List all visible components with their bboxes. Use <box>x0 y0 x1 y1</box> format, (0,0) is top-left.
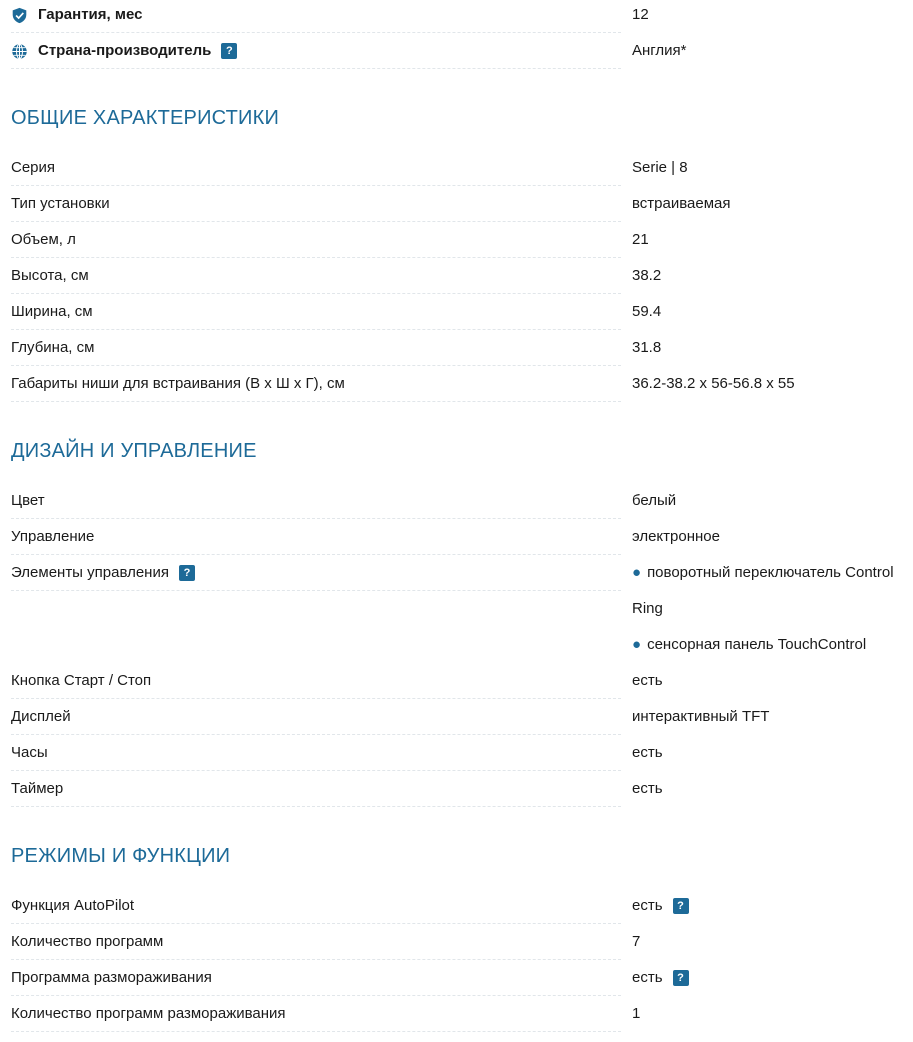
bullet-icon: ● <box>632 636 642 653</box>
spec-label: Управление <box>11 528 100 546</box>
row-divider <box>11 150 621 186</box>
section-title-design: ДИЗАЙН И УПРАВЛЕНИЕ <box>11 440 257 462</box>
spec-value: электронное <box>632 528 720 545</box>
spec-label-text: Элементы управления <box>11 564 169 581</box>
section-title-general: ОБЩИЕ ХАРАКТЕРИСТИКИ <box>11 107 280 129</box>
spec-label: Цвет <box>11 492 51 510</box>
spec-value: есть <box>632 744 663 761</box>
spec-value: есть <box>632 780 663 797</box>
shield-check-icon <box>11 7 28 24</box>
spec-value-text: поворотный переключатель Control <box>647 564 894 581</box>
help-icon[interactable]: ? <box>179 565 195 581</box>
spec-value <box>632 897 689 915</box>
spec-label-text: Гарантия, мес <box>38 6 143 23</box>
row-divider <box>11 294 621 330</box>
spec-value: 38.2 <box>632 267 662 284</box>
spec-value-text: сенсорная панель TouchControl <box>647 636 867 653</box>
spec-row <box>11 150 911 186</box>
spec-label: Объем, л <box>11 231 82 249</box>
row-divider <box>11 258 621 294</box>
spec-value: интерактивный TFT <box>632 708 770 725</box>
spec-label: Программа размораживания <box>11 969 218 987</box>
row-divider <box>11 222 621 258</box>
help-icon[interactable]: ? <box>673 898 689 914</box>
spec-value: 1 <box>632 1005 641 1022</box>
spec-row <box>11 663 911 699</box>
spec-value-text: есть <box>632 897 663 914</box>
help-icon[interactable]: ? <box>673 970 689 986</box>
spec-value-line <box>632 636 866 654</box>
spec-value: белый <box>632 492 677 509</box>
spec-label: Часы <box>11 744 54 762</box>
spec-row <box>11 258 911 294</box>
help-icon[interactable]: ? <box>221 43 237 59</box>
spec-value: 12 <box>632 6 649 23</box>
spec-row <box>11 519 911 555</box>
spec-label <box>11 42 243 60</box>
spec-row <box>11 771 911 807</box>
spec-row <box>11 888 911 924</box>
row-divider <box>11 699 621 735</box>
row-divider <box>11 330 621 366</box>
spec-value-text: есть <box>632 969 663 986</box>
row-divider <box>11 771 621 807</box>
spec-row <box>11 996 911 1032</box>
spec-value <box>632 969 689 987</box>
spec-label: Дисплей <box>11 708 77 726</box>
spec-row <box>11 330 911 366</box>
spec-value: 21 <box>632 231 649 248</box>
spec-value: 36.2-38.2 x 56-56.8 x 55 <box>632 375 795 392</box>
spec-label: Серия <box>11 159 61 177</box>
spec-label: Таймер <box>11 780 69 798</box>
spec-value: Англия* <box>632 42 687 59</box>
section-title-modes: РЕЖИМЫ И ФУНКЦИИ <box>11 845 231 867</box>
spec-value: есть <box>632 672 663 689</box>
spec-row <box>11 924 911 960</box>
row-divider <box>11 735 621 771</box>
spec-row <box>11 222 911 258</box>
row-divider <box>11 519 621 555</box>
spec-label: Функция AutoPilot <box>11 897 140 915</box>
spec-label: Кнопка Старт / Стоп <box>11 672 157 690</box>
spec-label: Тип установки <box>11 195 116 213</box>
spec-value: 7 <box>632 933 641 950</box>
spec-row <box>11 186 911 222</box>
bullet-icon: ● <box>632 564 642 581</box>
spec-value: встраиваемая <box>632 195 731 212</box>
spec-value-line: Ring <box>632 600 663 617</box>
spec-label <box>11 564 201 582</box>
spec-label: Ширина, см <box>11 303 99 321</box>
spec-row-warranty <box>11 0 911 33</box>
spec-row-controls <box>11 555 911 663</box>
spec-value-line <box>632 564 894 582</box>
row-divider <box>11 483 621 519</box>
spec-label <box>11 6 148 24</box>
spec-row <box>11 366 911 402</box>
spec-value: Serie | 8 <box>632 159 688 176</box>
spec-label: Глубина, см <box>11 339 100 357</box>
spec-row <box>11 699 911 735</box>
spec-row <box>11 483 911 519</box>
spec-label: Габариты ниши для встраивания (В х Ш х Г), см <box>11 375 351 393</box>
spec-label: Высота, см <box>11 267 95 285</box>
spec-row <box>11 735 911 771</box>
spec-row <box>11 960 911 996</box>
spec-label: Количество программ <box>11 933 169 951</box>
spec-value: 31.8 <box>632 339 662 356</box>
spec-value: 59.4 <box>632 303 662 320</box>
spec-label: Количество программ размораживания <box>11 1005 292 1023</box>
spec-row <box>11 294 911 330</box>
spec-row-country <box>11 33 911 69</box>
globe-icon <box>11 43 28 60</box>
spec-label-text: Страна-производитель <box>38 42 212 59</box>
